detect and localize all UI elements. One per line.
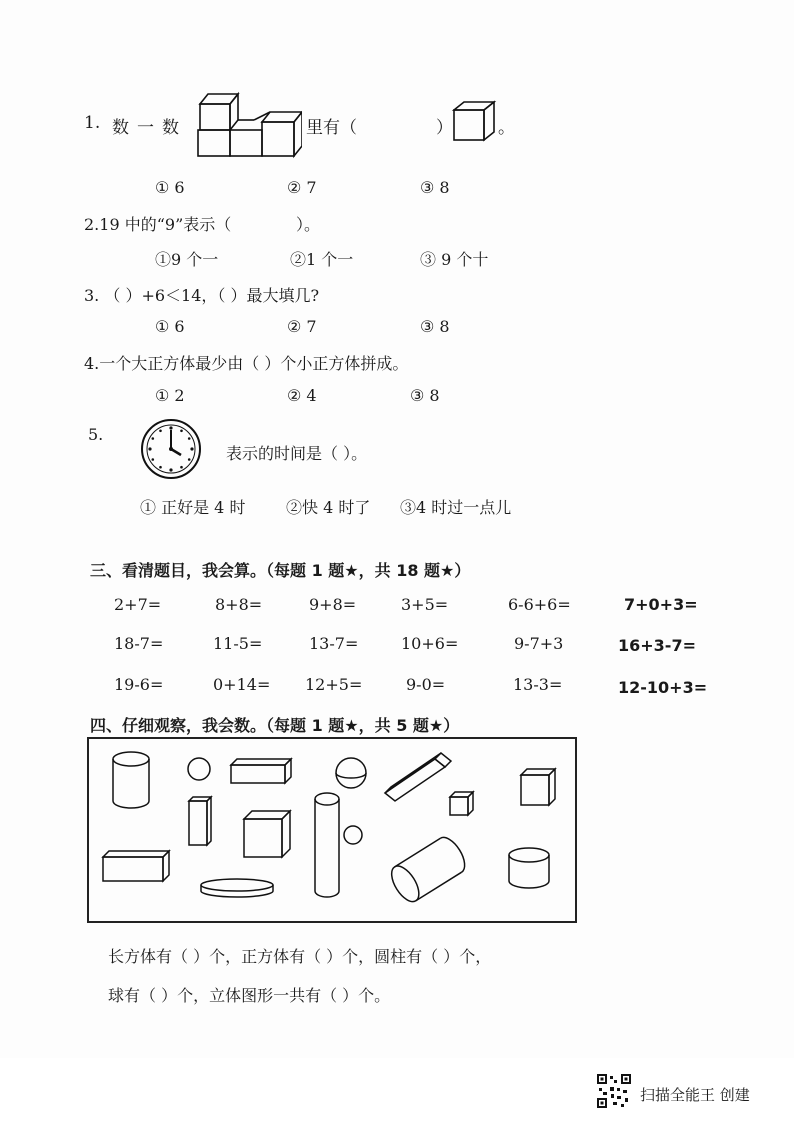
q1-number: 1. [84, 113, 101, 133]
calc-r3-c6: 12-10+3= [618, 678, 708, 697]
calc-r2-c5: 9-7+3 [514, 634, 564, 653]
q3-text: 3. （ ）+6＜14，（ ）最大填几? [84, 286, 320, 305]
q4-option-3: ③ 8 [410, 386, 440, 405]
q3-option-2: ② 7 [287, 317, 317, 336]
calc-r1-c4: 3+5= [401, 595, 449, 614]
calc-r2-c1: 18-7= [114, 634, 164, 653]
q2-option-2: ②1 个一 [290, 250, 354, 269]
calc-r2-c4: 10+6= [401, 634, 459, 653]
calc-r1-c6: 7+0+3= [624, 595, 698, 614]
cuboid-icon-4 [103, 857, 163, 881]
q1-end: 。 [498, 118, 515, 138]
calc-r2-c6: 16+3-7= [618, 636, 696, 655]
section3-title: 三、看清题目，我会算。（每题 1 题★，共 18 题★） [90, 561, 471, 580]
cube-icon-small [450, 797, 468, 815]
cylinder-icon [113, 752, 149, 766]
q5-option-2: ②快 4 时了 [286, 498, 371, 517]
sphere-icon [188, 758, 210, 780]
cube-icon-large [244, 819, 282, 857]
section4-line2: 球有（ ）个，立体图形一共有（ ）个。 [108, 986, 391, 1005]
calc-r2-c3: 13-7= [309, 634, 359, 653]
cube-stack-figure [194, 84, 302, 160]
qr-code-icon [597, 1074, 631, 1108]
calc-r3-c2: 0+14= [213, 675, 271, 694]
cuboid-icon [231, 765, 285, 783]
q1-option-2: ② 7 [287, 178, 317, 197]
calc-r3-c4: 9-0= [406, 675, 446, 694]
calc-r3-c5: 13-3= [513, 675, 563, 694]
q1-close-paren: ） [436, 118, 453, 138]
q1-prefix: 数一数 [112, 118, 187, 138]
q2-close: ）。 [296, 215, 321, 234]
clock-icon [140, 418, 202, 480]
cylinder-icon-tilted [386, 833, 470, 906]
cuboid-icon-2 [385, 759, 445, 801]
small-cube-icon [452, 100, 498, 142]
q4-option-2: ② 4 [287, 386, 317, 405]
q1-postfix: 里有（ [306, 118, 357, 138]
calc-r1-c5: 6-6+6= [508, 595, 571, 614]
calc-r3-c3: 12+5= [305, 675, 363, 694]
sphere-icon-3 [344, 826, 362, 844]
q5-option-1: ① 正好是 4 时 [140, 498, 246, 517]
section4-title: 四、仔细观察，我会数。（每题 1 题★，共 5 题★） [90, 716, 460, 735]
q4-text: 4.一个大正方体最少由（ ）个小正方体拼成。 [84, 354, 409, 373]
cylinder-icon-right [509, 848, 549, 862]
q1-option-1: ① 6 [155, 178, 185, 197]
flat-cylinder-icon [201, 879, 273, 891]
q2-option-3: ③ 9 个十 [420, 250, 489, 269]
q1-option-3: ③ 8 [420, 178, 450, 197]
calc-r1-c3: 9+8= [309, 595, 357, 614]
footer-text: 扫描全能王 创建 [640, 1086, 750, 1104]
q3-option-1: ① 6 [155, 317, 185, 336]
q5-option-3: ③4 时过一点儿 [400, 498, 512, 517]
calc-r1-c2: 8+8= [215, 595, 263, 614]
q3-option-3: ③ 8 [420, 317, 450, 336]
calc-r1-c1: 2+7= [114, 595, 162, 614]
calc-r2-c2: 11-5= [213, 634, 263, 653]
q4-option-1: ① 2 [155, 386, 185, 405]
cuboid-icon-3 [189, 801, 207, 845]
sphere-icon-2 [336, 758, 366, 788]
section4-line1: 长方体有（ ）个，正方体有（ ）个，圆柱有（ ）个， [108, 947, 492, 966]
calc-r3-c1: 19-6= [114, 675, 164, 694]
cube-icon [521, 775, 549, 805]
q5-number: 5. [88, 425, 104, 444]
cylinder-icon-tall [315, 793, 339, 805]
q2-option-1: ①9 个一 [155, 250, 219, 269]
solid-shapes-drawing [89, 739, 573, 919]
q2-text: 2.19 中的“9”表示（ [84, 215, 232, 234]
q5-text: 表示的时间是（ ）。 [226, 444, 368, 463]
